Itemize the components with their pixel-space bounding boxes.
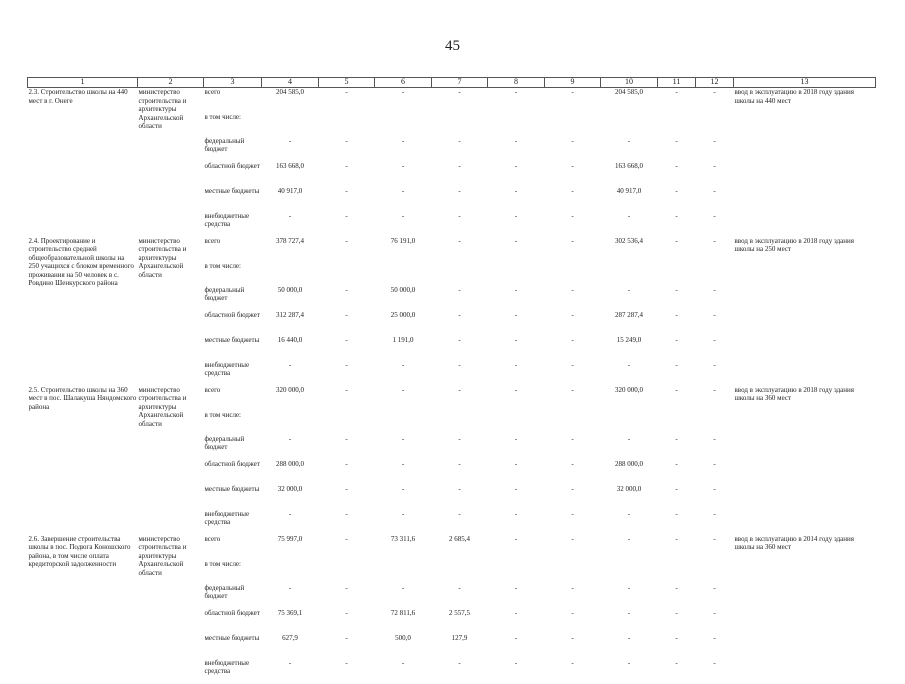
funding-value: -	[458, 285, 461, 294]
funding-value: -	[713, 360, 716, 369]
funding-value: -	[458, 335, 461, 344]
funding-value	[432, 113, 488, 137]
funding-value: -	[401, 360, 405, 369]
funding-source: всего	[204, 88, 221, 96]
funding-value: 2 557,5	[449, 608, 470, 617]
funding-value: 320 000,0	[276, 385, 304, 394]
funding-source: федеральный бюджет	[204, 285, 245, 302]
funding-value: 50 000,0	[277, 285, 303, 294]
funding-value: -	[675, 658, 678, 667]
funding-value: -	[458, 484, 461, 493]
funding-value	[658, 411, 696, 435]
funding-value: -	[288, 360, 292, 369]
funding-value: -	[401, 434, 405, 443]
funding-value: -	[345, 186, 348, 195]
funding-value: 320 000,0	[615, 385, 643, 394]
funding-value: -	[675, 509, 678, 518]
funding-value: -	[514, 88, 518, 96]
funding-value: -	[514, 161, 518, 170]
funding-value: -	[458, 186, 461, 195]
column-header: 7	[432, 78, 488, 88]
column-header: 1	[28, 78, 138, 88]
funding-value: 127,9	[451, 633, 468, 642]
budget-table	[27, 77, 876, 684]
funding-value: -	[345, 211, 348, 220]
funding-value: -	[458, 211, 461, 220]
funding-value: -	[571, 633, 574, 642]
funding-value	[545, 560, 601, 584]
funding-value: 15 249,0	[616, 335, 642, 344]
funding-source: федеральный бюджет	[204, 434, 245, 451]
funding-value: -	[458, 583, 461, 592]
funding-value: 288 000,0	[615, 459, 643, 468]
funding-value: -	[345, 136, 348, 145]
funding-value: -	[288, 136, 292, 145]
funding-value	[432, 411, 488, 435]
funding-source: всего	[204, 534, 221, 543]
funding-value	[432, 262, 488, 286]
funding-value: -	[401, 186, 405, 195]
funding-value: -	[345, 509, 348, 518]
project-name: 2.3. Строительство школы на 440 мест в г. Онеге	[28, 88, 128, 105]
funding-value	[375, 262, 432, 286]
funding-value: -	[675, 285, 678, 294]
funding-value: -	[514, 434, 518, 443]
funding-source: в том числе:	[204, 410, 241, 419]
funding-value: -	[713, 161, 716, 170]
funding-value	[658, 113, 696, 137]
funding-value: -	[401, 211, 405, 220]
funding-value: -	[713, 285, 716, 294]
funding-value: 1 191,0	[392, 335, 414, 344]
funding-value: -	[401, 136, 405, 145]
funding-value: -	[571, 310, 574, 319]
funding-value: 40 917,0	[616, 186, 642, 195]
funding-value: 72 811,6	[390, 608, 416, 617]
funding-value: -	[514, 211, 518, 220]
expected-result: ввод в эксплуатацию в 2018 году здания школы на 360 мест	[734, 385, 854, 402]
funding-value: 32 000,0	[616, 484, 642, 493]
funding-value: -	[571, 385, 574, 394]
funding-value: -	[713, 236, 716, 245]
funding-value: -	[514, 658, 518, 667]
funding-source: местные бюджеты	[204, 186, 260, 195]
funding-value: 163 668,0	[615, 161, 643, 170]
funding-value: -	[713, 434, 716, 443]
table-row	[28, 535, 876, 560]
table-row	[28, 386, 876, 411]
funding-value	[488, 560, 545, 584]
funding-value: -	[713, 534, 716, 543]
funding-value	[319, 411, 375, 435]
funding-source: местные бюджеты	[204, 484, 260, 493]
funding-value: -	[288, 583, 292, 592]
expected-result: ввод в эксплуатацию в 2018 году здания школы на 440 мест	[734, 88, 854, 105]
funding-source: внебюджетные средства	[204, 509, 250, 526]
funding-value: -	[571, 285, 574, 294]
funding-value	[262, 560, 319, 584]
funding-value: -	[288, 211, 292, 220]
funding-value: -	[571, 211, 574, 220]
funding-source: областной бюджет	[204, 310, 260, 319]
funding-value: -	[713, 88, 716, 96]
funding-value: -	[458, 360, 461, 369]
funding-source: внебюджетные средства	[204, 211, 250, 228]
funding-value: -	[514, 310, 518, 319]
funding-value: -	[458, 88, 461, 96]
funding-value: -	[675, 608, 678, 617]
funding-value: -	[345, 335, 348, 344]
funding-value: -	[571, 360, 574, 369]
funding-value: -	[713, 509, 716, 518]
funding-value: -	[514, 509, 518, 518]
header-row	[28, 78, 876, 88]
funding-value: -	[713, 658, 716, 667]
funding-value: -	[458, 136, 461, 145]
funding-value: 76 191,0	[390, 236, 416, 245]
funding-value: -	[345, 385, 348, 394]
column-header: 8	[488, 78, 545, 88]
funding-value: -	[345, 608, 348, 617]
funding-value	[319, 113, 375, 137]
funding-source: областной бюджет	[204, 608, 260, 617]
funding-value: -	[514, 360, 518, 369]
funding-value: -	[458, 161, 461, 170]
funding-value: -	[675, 335, 678, 344]
funding-value: 75 369,1	[277, 608, 303, 617]
funding-value: 2 685,4	[449, 534, 470, 543]
funding-value	[696, 411, 734, 435]
funding-value	[601, 560, 658, 584]
funding-value: 50 000,0	[390, 285, 416, 294]
funding-value: -	[514, 236, 518, 245]
funding-value: -	[627, 285, 631, 294]
funding-value: -	[401, 484, 405, 493]
funding-source: областной бюджет	[204, 459, 260, 468]
column-header: 3	[204, 78, 262, 88]
funding-value: -	[401, 88, 405, 96]
funding-value: -	[713, 633, 716, 642]
funding-value: -	[458, 658, 461, 667]
funding-value: -	[571, 658, 574, 667]
funding-value: 40 917,0	[277, 186, 303, 195]
funding-value: -	[627, 434, 631, 443]
funding-source: областной бюджет	[204, 161, 260, 170]
project-executor: министерство строительства и архитектуры Архангельской области	[138, 385, 187, 428]
funding-value: -	[401, 509, 405, 518]
funding-value: -	[345, 583, 348, 592]
funding-value: -	[458, 385, 461, 394]
funding-value: -	[401, 583, 405, 592]
funding-value: 302 536,4	[615, 236, 643, 245]
funding-value: -	[571, 434, 574, 443]
funding-value: -	[675, 161, 678, 170]
funding-value: -	[514, 136, 518, 145]
funding-value: -	[675, 583, 678, 592]
funding-value: -	[571, 136, 574, 145]
funding-source: местные бюджеты	[204, 633, 260, 642]
funding-value	[488, 411, 545, 435]
funding-value: -	[675, 534, 678, 543]
funding-value: -	[514, 534, 518, 543]
funding-value	[319, 560, 375, 584]
funding-value: -	[514, 285, 518, 294]
funding-value	[319, 262, 375, 286]
funding-value: -	[627, 360, 631, 369]
funding-source: внебюджетные средства	[204, 658, 250, 675]
funding-value: -	[345, 658, 348, 667]
funding-value	[658, 262, 696, 286]
funding-value: -	[401, 385, 405, 394]
table-body	[28, 88, 876, 684]
funding-value: -	[345, 161, 348, 170]
funding-source: местные бюджеты	[204, 335, 260, 344]
funding-source: в том числе:	[204, 261, 241, 270]
funding-value: -	[675, 211, 678, 220]
funding-value	[601, 262, 658, 286]
column-header: 11	[658, 78, 696, 88]
funding-value: -	[571, 509, 574, 518]
funding-value: 25 000,0	[390, 310, 416, 319]
funding-value	[601, 113, 658, 137]
funding-value: -	[713, 608, 716, 617]
funding-value: 73 311,6	[390, 534, 416, 543]
project-name: 2.5. Строительство школы на 360 мест в пос. Шалакуша Няндомского района	[28, 385, 137, 411]
funding-value: -	[627, 583, 631, 592]
funding-value: -	[345, 285, 348, 294]
funding-value: -	[675, 484, 678, 493]
funding-value: -	[514, 459, 518, 468]
funding-source: всего	[204, 385, 221, 394]
funding-value: -	[514, 633, 518, 642]
funding-value	[545, 411, 601, 435]
funding-value: 312 287,4	[276, 310, 304, 319]
funding-value	[488, 262, 545, 286]
funding-value	[696, 113, 734, 137]
funding-value: 288 000,0	[276, 459, 304, 468]
funding-value	[545, 113, 601, 137]
funding-value: -	[288, 434, 292, 443]
column-header: 10	[601, 78, 658, 88]
funding-value: -	[713, 211, 716, 220]
funding-value: -	[675, 385, 678, 394]
funding-value: 204 585,0	[276, 88, 304, 96]
funding-value: -	[571, 161, 574, 170]
funding-value	[375, 113, 432, 137]
funding-value	[262, 113, 319, 137]
funding-value: -	[627, 658, 631, 667]
funding-value	[488, 113, 545, 137]
funding-value: -	[675, 88, 678, 96]
project-executor: министерство строительства и архитектуры Архангельской области	[138, 88, 187, 130]
column-header: 5	[319, 78, 375, 88]
funding-value: -	[713, 583, 716, 592]
funding-value	[545, 262, 601, 286]
funding-value: -	[345, 236, 348, 245]
funding-value: 75 997,0	[277, 534, 303, 543]
funding-value: -	[713, 459, 716, 468]
funding-value: -	[713, 484, 716, 493]
funding-value	[262, 262, 319, 286]
funding-value: -	[401, 658, 405, 667]
funding-value: -	[514, 608, 518, 617]
funding-value: 627,9	[282, 633, 298, 642]
funding-value: -	[571, 88, 574, 96]
funding-value: -	[627, 211, 631, 220]
funding-value	[601, 411, 658, 435]
table-row	[28, 88, 876, 113]
column-header: 6	[375, 78, 432, 88]
funding-value: -	[627, 136, 631, 145]
funding-value: -	[288, 658, 292, 667]
funding-value: -	[675, 186, 678, 195]
funding-value: -	[458, 310, 461, 319]
table-row	[28, 237, 876, 262]
funding-value: -	[675, 360, 678, 369]
funding-value	[375, 411, 432, 435]
funding-value: -	[288, 509, 292, 518]
funding-value: -	[713, 186, 716, 195]
page-number: 45	[445, 38, 460, 54]
funding-value: -	[571, 335, 574, 344]
funding-value: 163 668,0	[276, 161, 304, 170]
funding-source: внебюджетные средства	[204, 360, 250, 377]
funding-value	[658, 560, 696, 584]
column-header: 13	[734, 78, 876, 88]
funding-value: -	[345, 88, 348, 96]
funding-value: -	[345, 633, 348, 642]
funding-value	[696, 262, 734, 286]
funding-value: -	[675, 459, 678, 468]
funding-value: -	[627, 509, 631, 518]
funding-value: -	[571, 459, 574, 468]
column-header: 4	[262, 78, 319, 88]
funding-source: федеральный бюджет	[204, 583, 245, 600]
funding-value: -	[345, 459, 348, 468]
funding-value: -	[571, 534, 574, 543]
funding-value: -	[345, 360, 348, 369]
funding-value: -	[458, 459, 461, 468]
funding-source: в том числе:	[204, 559, 241, 568]
funding-value	[262, 411, 319, 435]
funding-source: федеральный бюджет	[204, 136, 245, 153]
funding-source: в том числе:	[204, 112, 241, 121]
funding-value: 378 727,4	[276, 236, 304, 245]
funding-value: -	[713, 136, 716, 145]
funding-value: -	[571, 608, 574, 617]
funding-value	[375, 560, 432, 584]
funding-value	[432, 560, 488, 584]
funding-value: -	[627, 608, 631, 617]
expected-result: ввод в эксплуатацию в 2018 году здания школы на 250 мест	[734, 236, 854, 253]
column-header: 9	[545, 78, 601, 88]
funding-value: 500,0	[395, 633, 411, 642]
funding-value: -	[713, 335, 716, 344]
project-executor: министерство строительства и архитектуры Архангельской области	[138, 236, 187, 279]
expected-result: ввод в эксплуатацию в 2014 году здания школы на 360 мест	[734, 534, 854, 551]
funding-value: -	[675, 136, 678, 145]
funding-value: -	[675, 633, 678, 642]
funding-value	[696, 560, 734, 584]
funding-value: 16 440,0	[277, 335, 303, 344]
funding-value: -	[401, 161, 405, 170]
funding-value: -	[713, 385, 716, 394]
funding-value: -	[514, 484, 518, 493]
funding-value: -	[458, 509, 461, 518]
funding-value: -	[571, 484, 574, 493]
project-name: 2.6. Завершение строительства школы в пос. Подюга Коношского района, в том числе оплата кредиторской задолженности	[28, 534, 131, 568]
funding-value: -	[345, 434, 348, 443]
funding-value: -	[345, 534, 348, 543]
funding-value: -	[713, 310, 716, 319]
funding-value: -	[514, 335, 518, 344]
funding-value: -	[345, 484, 348, 493]
funding-value: -	[345, 310, 348, 319]
column-header: 12	[696, 78, 734, 88]
funding-source: всего	[204, 236, 221, 245]
funding-value: -	[675, 236, 678, 245]
funding-value: -	[627, 633, 631, 642]
funding-value: -	[571, 583, 574, 592]
project-executor: министерство строительства и архитектуры Архангельской области	[138, 534, 187, 577]
funding-value: -	[627, 534, 631, 543]
funding-value: 287 287,4	[615, 310, 643, 319]
column-header: 2	[138, 78, 204, 88]
funding-value: 204 585,0	[615, 88, 643, 96]
funding-value: -	[571, 236, 574, 245]
funding-value: -	[675, 434, 678, 443]
funding-value: -	[514, 385, 518, 394]
funding-value: 32 000,0	[277, 484, 303, 493]
funding-value: -	[458, 434, 461, 443]
project-name: 2.4. Проектирование и строительство средней общеобразовательной школы на 250 учащихся с блоком временного проживания на 50 человек в с. Ровдино Шенкурского района	[28, 236, 134, 287]
funding-value: -	[675, 310, 678, 319]
funding-value: -	[401, 459, 405, 468]
funding-value: -	[514, 186, 518, 195]
funding-value: -	[571, 186, 574, 195]
funding-value: -	[514, 583, 518, 592]
funding-value: -	[458, 236, 461, 245]
